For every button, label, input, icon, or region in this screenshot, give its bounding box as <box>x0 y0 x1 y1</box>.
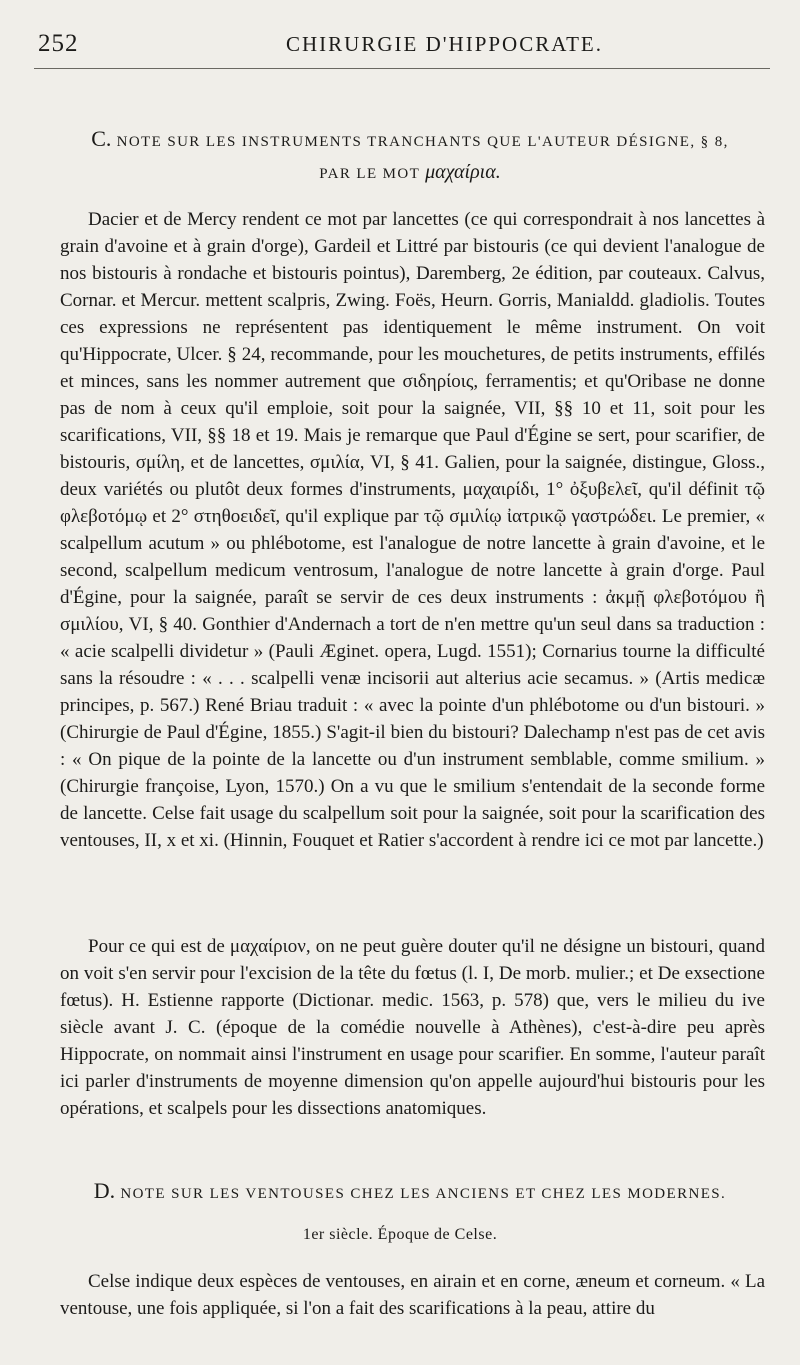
note-d-heading-line <box>60 1176 760 1209</box>
running-title: CHIRURGIE D'HIPPOCRATE. <box>286 32 603 56</box>
note-c-paragraph-1: Dacier et de Mercy rendent ce mot par lancettes (ce qui correspondrait à nos lancettes à grain d'avoine et à grain d'orge), Gardeil et Littré par bistouris (ce qui devient l'analogue de nos bistouris à rondache et bistouris pointus), Daremberg, 2e édition, par couteaux. Calvus, Cornar. et Mercur. mettent scalpris, Zwing. Foës, Heurn. Gorris, Manialdd. gladiolis. Toutes ces expressions ne représentent pas identiquement le même instrument. On voit qu'Hippocrate, Ulcer. § 24, recommande, pour les mouchetures, de petits instruments, effilés et minces, sans les nommer autrement que σιδηρίοις, ferramentis; et qu'Oribase ne donne pas de nom à ceux qu'il emploie, soit pour la saignée, VII, §§ 10 et 11, soit pour les scarifications, VII, §§ 18 et 19. Mais je remarque que Paul d'Égine se sert, pour scarifier, de bistouris, σμίλη, et de lancettes, σμιλία, VI, § 41. Galien, pour la saignée, distingue, Gloss., deux variétés ou plutôt deux formes d'instruments, μαχαιρίδι, 1° ὀξυβελεῖ, qu'il définit τῷ φλεβοτόμῳ et 2° στηθοειδεῖ, qu'il explique par τῷ σμιλίῳ ἰατρικῷ γαστρώδει. Le premier, « scalpellum acutum » ou phlébotome, est l'analogue de notre lancette à grain d'avoine, et le second, scalpellum medicum ventrosum, l'analogue de notre lancette à grain d'orge. Paul d'Égine, pour la saignée, paraît se servir de ces deux instruments : ἀκμῇ φλεβοτόμου ἢ σμιλίου, VI, § 40. Gonthier d'Andernach a tort de n'en mettre qu'un seul dans sa traduction : « acie scalpelli dividetur » (Pauli Æginet. opera, Lugd. 1551); Cornarius tourne la difficulté sans la résoudre : « . . . scalpelli venæ incisorii aut alterius acie secamus. » (Artis medicæ principes, p. 567.) René Briau traduit : « avec la pointe d'un phlébotome ou d'un bistouri. » (Chirurgie de Paul d'Égine, 1855.) S'agit-il bien du bistouri? Dalechamp n'est pas de cet avis : « On pique de la pointe de la lancette ou d'un instrument semblable, comme smilium. » (Chirurgie françoise, Lyon, 1570.) On a vu que le smilium s'entendait de la seconde forme de lancette. Celse fait usage du scalpellum soit pour la saignée, soit pour la scarification des ventouses, II, x et xi. (Hinnin, Fouquet et Ratier s'accordent à rendre ici ce mot par lancette.) <box>60 209 765 851</box>
note-c-paragraph-2: Pour ce qui est de μαχαίριον, on ne peut guère douter qu'il ne désigne un bistouri, quand on voit s'en servir pour l'excision de la tête du fœtus (l. I, De morb. mulier.; et De exsectione fœtus). H. Estienne rapporte (Dictionar. medic. 1563, p. 578) que, vers le milieu du ive siècle avant J. C. (époque de la comédie nouvelle à Athènes), c'est-à-dire peu après Hippocrate, on nommait ainsi l'instrument en usage pour scarifier. En somme, l'auteur paraît ici parler d'instruments de moyenne dimension qu'on appelle aujourd'hui bistouris pour les opérations, et scalpels pour les dissections anatomiques. <box>60 936 765 1119</box>
note-c-heading-line2 <box>60 157 760 189</box>
note-c-heading-greek: μαχαίρια. <box>425 161 501 183</box>
note-c-body-continued <box>60 933 765 1124</box>
note-c-heading-line1 <box>60 124 760 157</box>
note-c-heading-text: NOTE SUR LES INSTRUMENTS TRANCHANTS QUE L'AUTEUR DÉSIGNE, § 8, <box>116 134 729 150</box>
note-d-paragraph-1: Celse indique deux espèces de ventouses, en airain et en corne, æneum et corneum. « La ventouse, une fois appliquée, si l'on a fait des scarifications à la peau, attire du <box>60 1271 765 1319</box>
note-c-heading <box>60 124 760 189</box>
header-rule <box>34 68 770 69</box>
note-c-letter: C. <box>91 126 112 151</box>
note-c-heading-prefix: PAR LE MOT <box>319 166 420 182</box>
note-c-body <box>60 206 765 856</box>
page-number: 252 <box>38 30 79 57</box>
note-d-body <box>60 1268 765 1324</box>
note-d-letter: D. <box>93 1178 116 1203</box>
century-subheading: 1er siècle. Époque de Celse. <box>302 1226 498 1243</box>
note-d-heading-text: NOTE SUR LES VENTOUSES CHEZ LES ANCIENS ET CHEZ LES MODERNES. <box>120 1186 727 1202</box>
page-header <box>34 28 770 64</box>
note-d-heading <box>60 1176 760 1209</box>
